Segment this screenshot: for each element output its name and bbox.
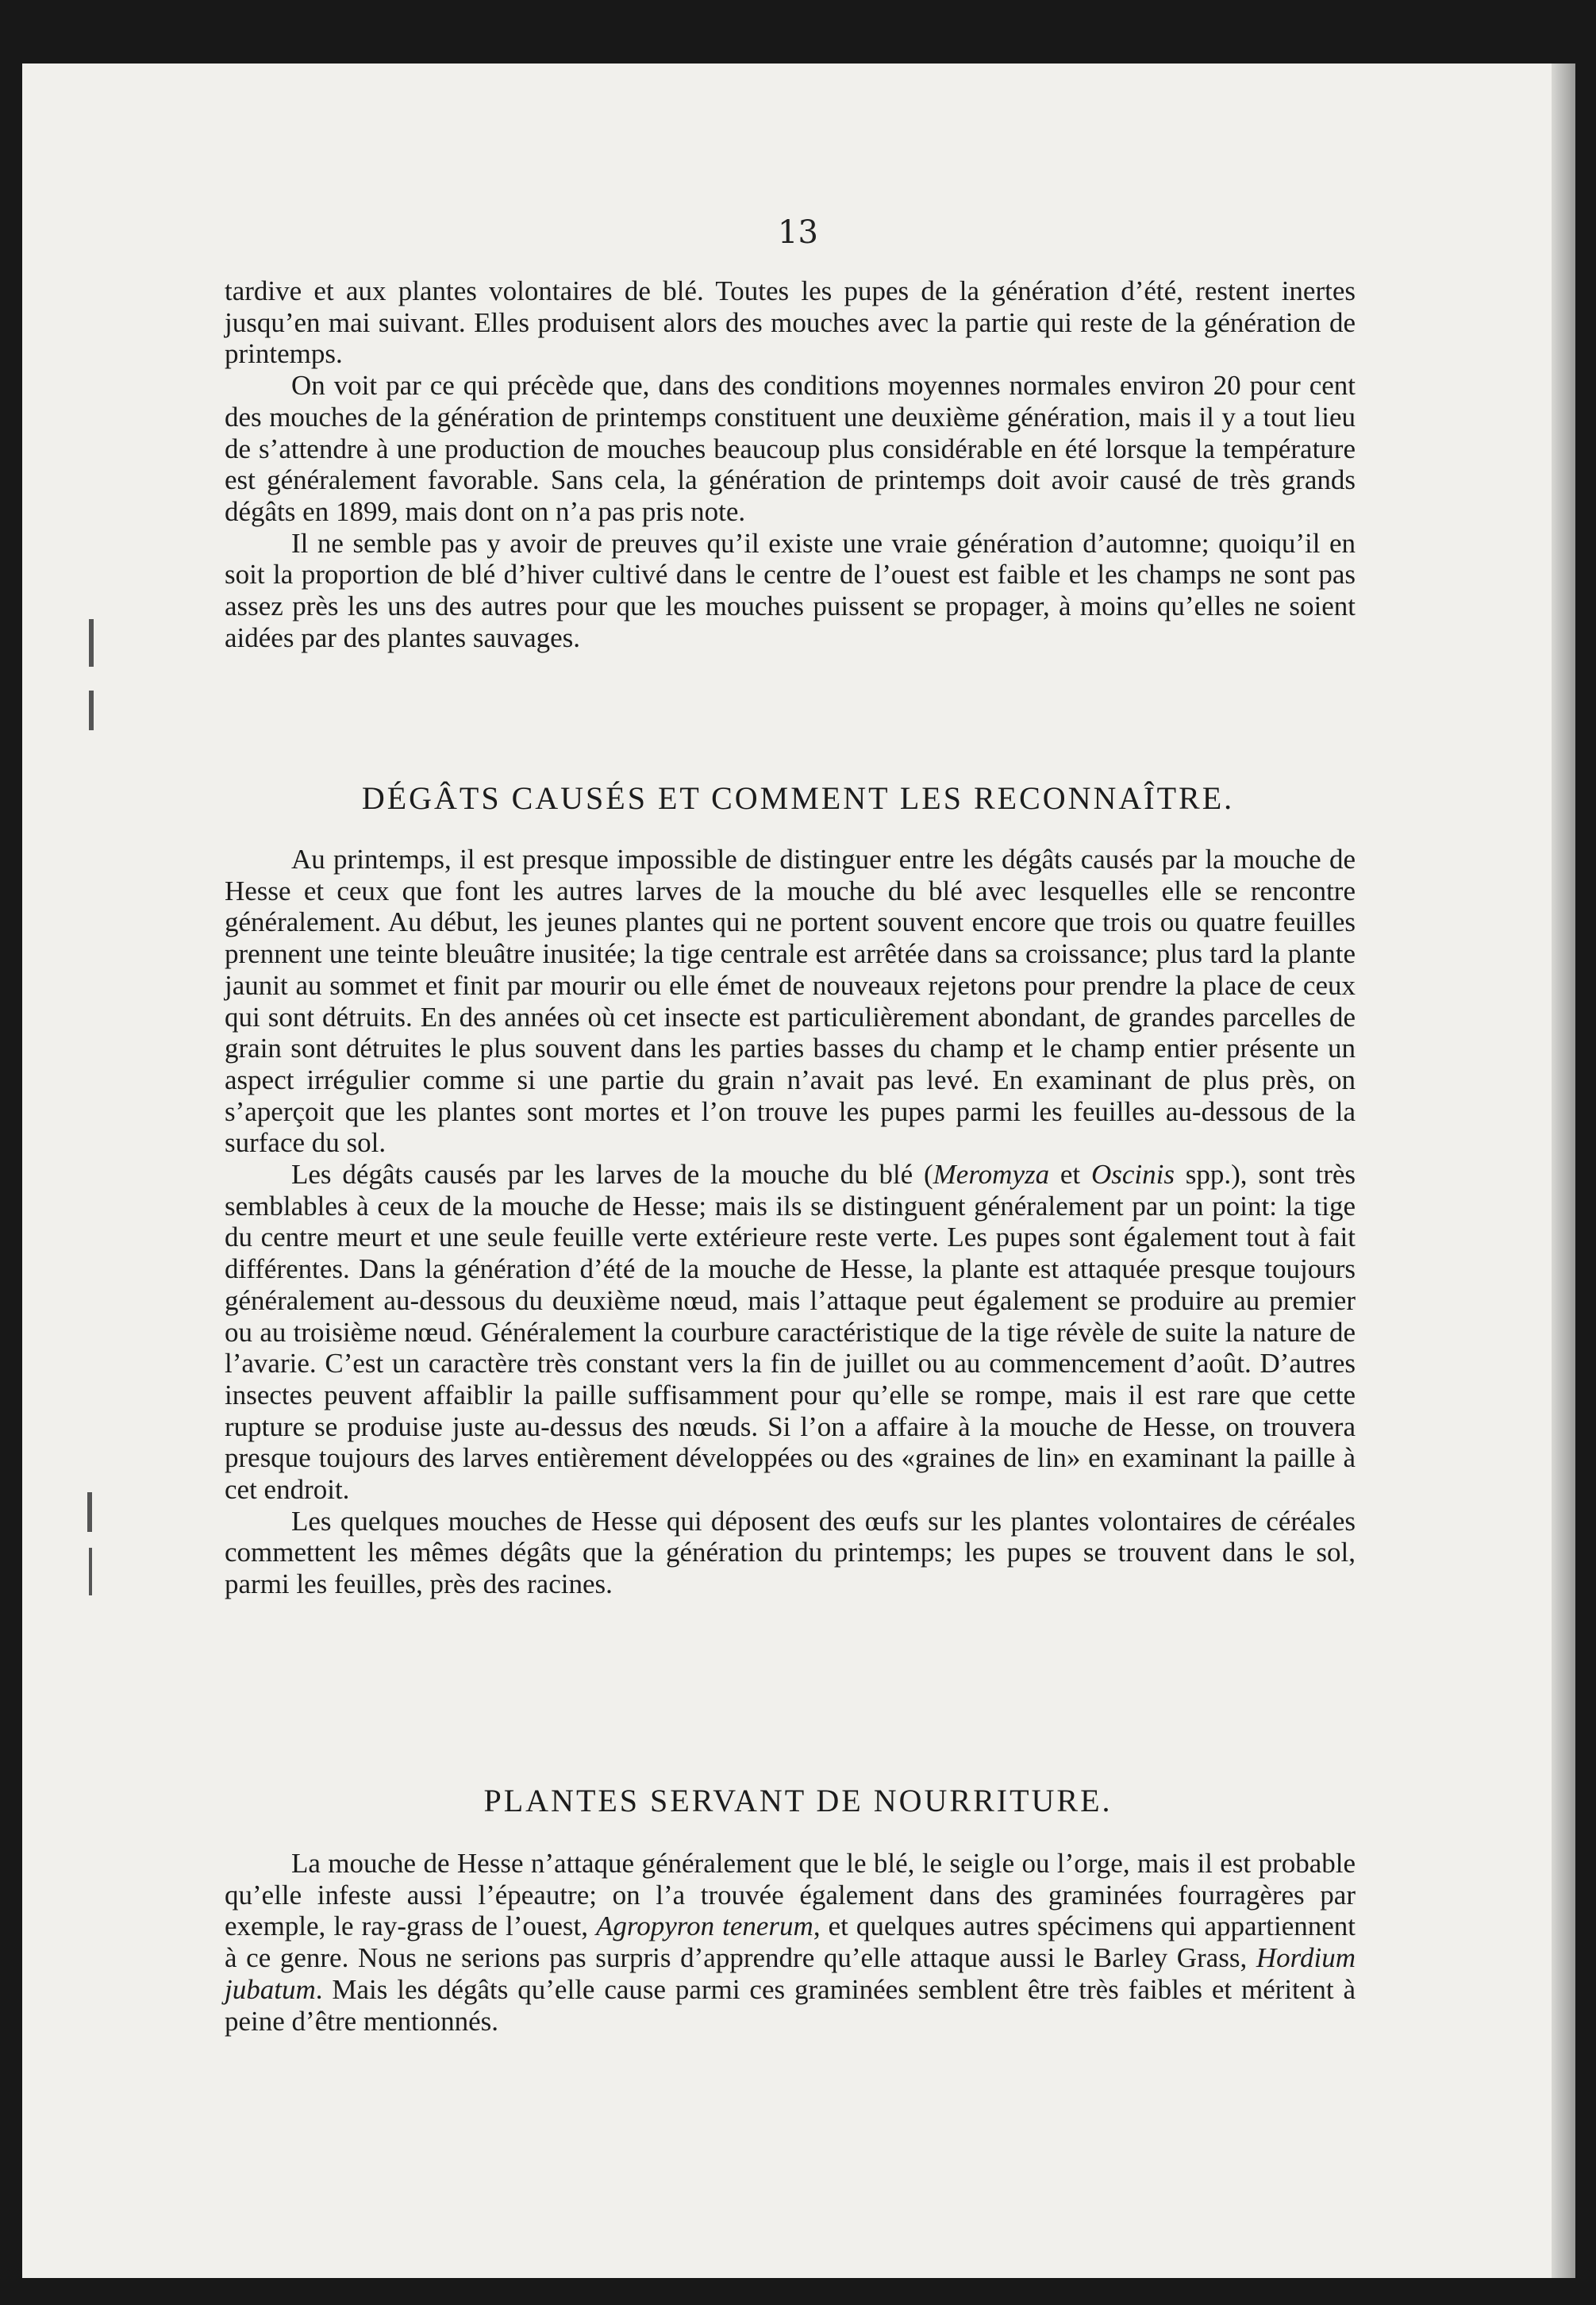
text-run: Les dégâts causés par les larves de la mouche du blé ( <box>291 1159 933 1191</box>
section-heading-degats: DÉGÂTS CAUSÉS ET COMMENT LES RECONNAÎTRE. <box>361 780 1235 816</box>
binding-mark <box>89 1548 92 1595</box>
text-run: , et quelques autres spécimens qui appartiennent à ce genre. Nous ne serions pas surpris d’apprendre qu’elle attaque aussi le Barley Grass, <box>225 1911 1356 1974</box>
paragraph: Au printemps, il est presque impossible de distinguer entre les dégâts causés par la mouche de Hesse et ceux que font les autres larves de la mouche du blé avec lesquelles elle se rencontre généralement. Au début, les jeunes plantes qui ne portent souvent encore que trois ou quatre feuilles prennent une teinte bleuâtre inusitée; la tige centrale est arrêtée dans sa croissance; plus tard la plante jaunit au sommet et finit par mourir ou elle émet de nouveaux rejetons pour prendre la place de ceux qui sont détruits. En des années où cet insecte est particulièrement abondant, de grandes parcelles de grain sont détruites le plus souvent dans les parties basses du champ et le champ entier présente un aspect irrégulier comme si une partie du grain n’avait pas levé. En examinant de plus près, on s’aperçoit que les plantes sont mortes et l’on trouve les pupes parmi les feuilles au-dessous de la surface du sol. <box>225 844 1356 1159</box>
section-degats <box>225 844 1356 1600</box>
page-number: 13 <box>778 214 818 251</box>
text-run: . Mais les dégâts qu’elle cause parmi ces graminées semblent être très faibles et méritent à peine d’être mentionnés. <box>225 1973 1356 2037</box>
genus-name: Meromyza <box>933 1159 1050 1191</box>
paragraph: Les quelques mouches de Hesse qui déposent des œufs sur les plantes volontaires de céréales commettent les mêmes dégâts que la génération du printemps; les pupes se trouvent dans le sol, parmi les feuilles, près des racines. <box>225 1505 1356 1600</box>
text-run: spp.), sont très semblables à ceux de la mouche de Hesse; mais ils se distinguent généralement par un point: la tige du centre meurt et une seule feuille verte extérieure reste verte. Les pupes sont également tout à fait différentes. Dans la génération d’été de la mouche de Hesse, la plante est attaquée presque toujours généralement au-dessous du deuxième nœud, mais l’attaque peut également se produire au premier ou au troisième nœud. Généralement la courbure caractéristique de la tige révèle de suite la nature de l’avarie. C’est un caractère très constant vers la fin de juillet ou au commencement d’août. D’autres insectes peuvent affaiblir la paille suffisamment pour qu’elle se rompe, mais il est rare que cette rupture se produise juste au-dessus des nœuds. Si l’on a affaire à la mouche de Hesse, on trouvera presque toujours des larves entièrement développées ou des «graines de lin» en examinant la paille à cet endroit. <box>225 1159 1356 1506</box>
text-run: et <box>1049 1159 1091 1191</box>
paragraph: On voit par ce qui précède que, dans des conditions moyennes normales environ 20 pour cent des mouches de la génération de printemps constituent une deuxième génération, mais il y a tout lieu de s’attendre à une production de mouches beaucoup plus considérable en été lorsque la température est généralement favorable. Sans cela, la génération de printemps doit avoir causé de très grands dégâts en 1899, mais dont on n’a pas pris note. <box>225 370 1356 527</box>
page-edge-shadow <box>1552 63 1575 2278</box>
binding-mark <box>89 691 94 730</box>
paragraph <box>225 1159 1356 1506</box>
binding-mark <box>89 619 94 667</box>
paragraph <box>225 1848 1356 2037</box>
species-name: Hordium jubatum <box>225 1942 1356 2005</box>
species-name: Agropyron tenerum <box>596 1911 813 1942</box>
section-heading-plantes: PLANTES SERVANT DE NOURRITURE. <box>483 1783 1113 1818</box>
section-plantes <box>225 1848 1356 2037</box>
genus-name: Oscinis <box>1090 1159 1175 1191</box>
paragraph: Il ne semble pas y avoir de preuves qu’il existe une vraie génération d’automne; quoiqu’il en soit la proportion de blé d’hiver cultivé dans le centre de l’ouest est faible et les champs ne sont pas assez près les uns des autres pour que les mouches puissent se propager, à moins qu’elles ne soient aidées par des plantes sauvages. <box>225 527 1356 653</box>
section-intro <box>225 275 1356 653</box>
binding-mark <box>87 1492 92 1532</box>
text-run: La mouche de Hesse n’attaque généralement que le blé, le seigle ou l’orge, mais il est probable qu’elle infeste aussi l’épeautre; on l’a trouvée également dans des graminées fourragères par exemple, le ray-grass de l’ouest, <box>225 1848 1356 1942</box>
paragraph: tardive et aux plantes volontaires de blé. Toutes les pupes de la génération d’été, restent inertes jusqu’en mai suivant. Elles produisent alors des mouches avec la partie qui reste de la génération de printemps. <box>225 275 1356 370</box>
